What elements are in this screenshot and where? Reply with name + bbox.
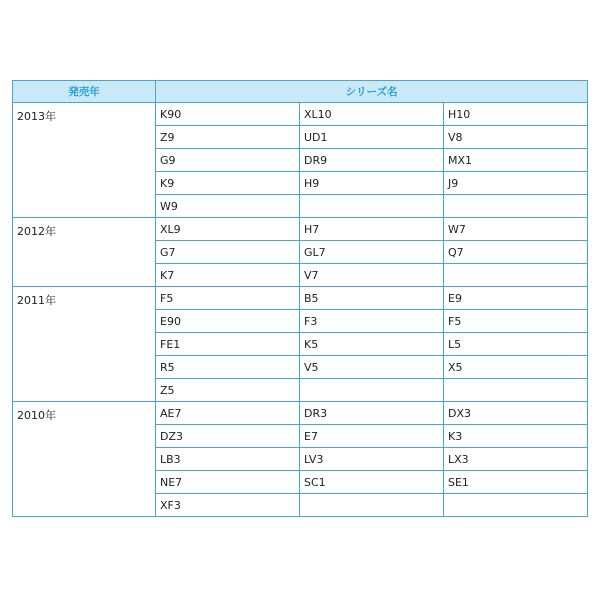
series-cell: DR9 bbox=[300, 149, 444, 172]
series-table bbox=[12, 80, 588, 517]
series-cell: UD1 bbox=[300, 126, 444, 149]
series-cell: SC1 bbox=[300, 471, 444, 494]
series-cell: XL10 bbox=[300, 103, 444, 126]
series-cell: DR3 bbox=[300, 402, 444, 425]
series-cell: XF3 bbox=[156, 494, 300, 517]
series-cell: SE1 bbox=[444, 471, 588, 494]
series-cell: W7 bbox=[444, 218, 588, 241]
series-cell: F5 bbox=[156, 287, 300, 310]
year-cell: 2012年 bbox=[13, 218, 156, 287]
table-row bbox=[13, 218, 588, 241]
series-cell: XL9 bbox=[156, 218, 300, 241]
series-cell: K3 bbox=[444, 425, 588, 448]
series-cell bbox=[300, 494, 444, 517]
table-header-row bbox=[13, 81, 588, 103]
series-cell: DZ3 bbox=[156, 425, 300, 448]
year-cell: 2011年 bbox=[13, 287, 156, 402]
series-cell: F3 bbox=[300, 310, 444, 333]
series-cell: LX3 bbox=[444, 448, 588, 471]
series-cell bbox=[444, 195, 588, 218]
series-cell bbox=[300, 195, 444, 218]
series-cell: AE7 bbox=[156, 402, 300, 425]
series-cell: Q7 bbox=[444, 241, 588, 264]
series-cell bbox=[444, 379, 588, 402]
series-cell: V5 bbox=[300, 356, 444, 379]
series-cell: J9 bbox=[444, 172, 588, 195]
series-cell: G9 bbox=[156, 149, 300, 172]
series-cell: V7 bbox=[300, 264, 444, 287]
series-cell: X5 bbox=[444, 356, 588, 379]
header-year: 発売年 bbox=[13, 81, 156, 103]
series-cell: K9 bbox=[156, 172, 300, 195]
series-cell: B5 bbox=[300, 287, 444, 310]
series-cell: MX1 bbox=[444, 149, 588, 172]
series-cell: K7 bbox=[156, 264, 300, 287]
series-cell bbox=[444, 264, 588, 287]
series-cell: FE1 bbox=[156, 333, 300, 356]
series-cell: LB3 bbox=[156, 448, 300, 471]
series-cell: K5 bbox=[300, 333, 444, 356]
series-cell: Z5 bbox=[156, 379, 300, 402]
series-cell: E9 bbox=[444, 287, 588, 310]
header-series: シリーズ名 bbox=[156, 81, 588, 103]
series-cell: LV3 bbox=[300, 448, 444, 471]
series-cell: K90 bbox=[156, 103, 300, 126]
series-cell: DX3 bbox=[444, 402, 588, 425]
series-cell: E7 bbox=[300, 425, 444, 448]
series-cell: E90 bbox=[156, 310, 300, 333]
series-cell: H9 bbox=[300, 172, 444, 195]
year-cell: 2010年 bbox=[13, 402, 156, 517]
series-cell: Z9 bbox=[156, 126, 300, 149]
series-cell: NE7 bbox=[156, 471, 300, 494]
table-row bbox=[13, 103, 588, 126]
series-cell: GL7 bbox=[300, 241, 444, 264]
series-cell: G7 bbox=[156, 241, 300, 264]
series-cell: F5 bbox=[444, 310, 588, 333]
series-cell: W9 bbox=[156, 195, 300, 218]
series-cell bbox=[300, 379, 444, 402]
series-cell bbox=[444, 494, 588, 517]
series-cell: V8 bbox=[444, 126, 588, 149]
series-cell: R5 bbox=[156, 356, 300, 379]
series-cell: H7 bbox=[300, 218, 444, 241]
series-cell: H10 bbox=[444, 103, 588, 126]
table-row bbox=[13, 287, 588, 310]
year-cell: 2013年 bbox=[13, 103, 156, 218]
table-row bbox=[13, 402, 588, 425]
series-cell: L5 bbox=[444, 333, 588, 356]
